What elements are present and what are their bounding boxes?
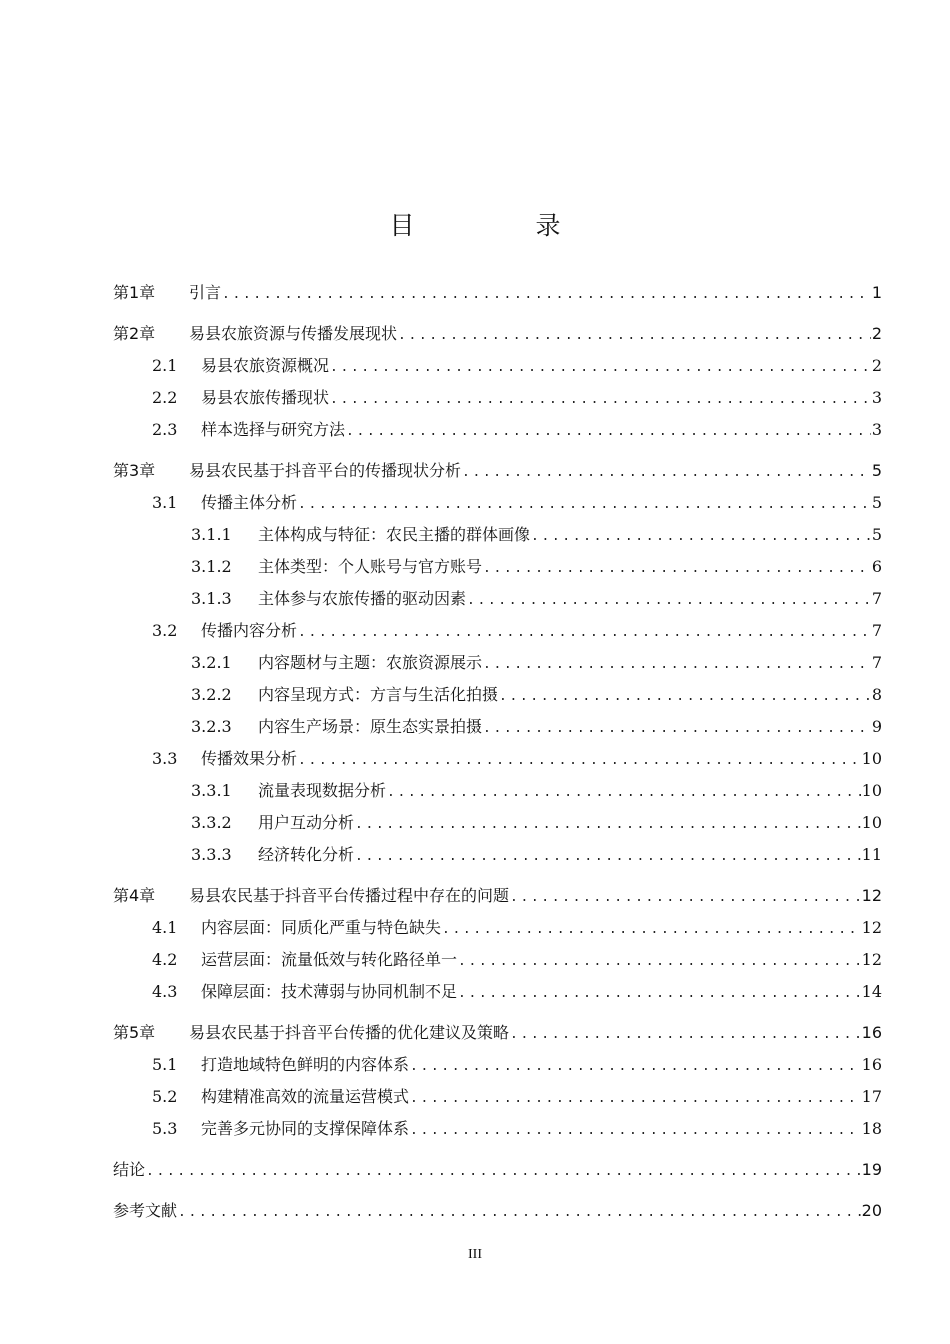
toc-dot-leader (467, 589, 871, 613)
toc-entry[interactable] (191, 683, 882, 707)
toc-entry-title: 传播内容分析 (201, 621, 298, 640)
toc-entry-number: 4.3 (152, 982, 178, 1001)
toc-dot-leader (298, 493, 871, 517)
toc-entry[interactable] (191, 715, 882, 739)
page-number: III (468, 1247, 482, 1262)
toc-entry-page: 19 (861, 1160, 882, 1179)
toc-entry-title: 易县农民基于抖音平台传播的优化建议及策略 (189, 1023, 510, 1042)
toc-entry-page: 5 (871, 493, 882, 512)
toc-entry-title: 主体参与农旅传播的驱动因素 (258, 589, 467, 608)
toc-entry[interactable] (152, 1085, 882, 1109)
toc-dot-leader (410, 1087, 861, 1111)
toc-entry-number: 3.2.1 (191, 653, 232, 672)
toc-dot-leader (462, 461, 871, 485)
toc-dot-leader (298, 621, 871, 645)
toc-entry-number: 5.1 (152, 1055, 178, 1074)
toc-entry-title: 主体类型：个人账号与官方账号 (258, 557, 483, 576)
toc-entry[interactable] (113, 1158, 882, 1182)
toc-entry-number: 3.3.3 (191, 845, 232, 864)
toc-entry-page: 7 (871, 653, 882, 672)
toc-entry[interactable] (152, 916, 882, 940)
toc-entry-page: 3 (871, 388, 882, 407)
toc-entry-page: 12 (861, 950, 882, 969)
toc-dot-leader (442, 918, 861, 942)
toc-entry-title: 引言 (189, 283, 222, 302)
toc-entry-title: 内容层面：同质化严重与特色缺失 (201, 918, 442, 937)
toc-entry-title: 传播效果分析 (201, 749, 298, 768)
toc-entry-number: 3.2.2 (191, 685, 232, 704)
toc-entry-number: 3.2 (152, 621, 178, 640)
toc-dot-leader (346, 420, 871, 444)
toc-dot-leader (387, 781, 861, 805)
toc-entry-title: 易县农民基于抖音平台传播过程中存在的问题 (189, 886, 510, 905)
toc-entry-page: 12 (861, 886, 882, 905)
toc-dot-leader (510, 886, 861, 910)
toc-entry-number: 3.1.3 (191, 589, 232, 608)
toc-entry-page: 5 (871, 525, 882, 544)
toc-dot-leader (146, 1160, 861, 1184)
toc-entry-title: 内容题材与主题：农旅资源展示 (258, 653, 483, 672)
page-title: 目 录 (389, 211, 609, 240)
toc-entry-title: 用户互动分析 (258, 813, 355, 832)
toc-entry[interactable] (191, 843, 882, 867)
toc-entry-page: 18 (861, 1119, 882, 1138)
toc-entry[interactable] (152, 948, 882, 972)
toc-entry-number: 3.3 (152, 749, 178, 768)
toc-entry[interactable] (191, 811, 882, 835)
toc-entry-page: 10 (861, 781, 882, 800)
toc-dot-leader (330, 356, 871, 380)
toc-entry[interactable] (152, 619, 882, 643)
toc-entry-page: 16 (861, 1055, 882, 1074)
toc-dot-leader (355, 813, 861, 837)
toc-entry[interactable] (152, 980, 882, 1004)
toc-entry-title: 结论 (113, 1160, 146, 1179)
toc-entry-number: 2.2 (152, 388, 178, 407)
toc-entry[interactable] (113, 1199, 882, 1223)
toc-entry-page: 7 (871, 621, 882, 640)
toc-entry-title: 经济转化分析 (258, 845, 355, 864)
toc-entry-number: 第2章 (113, 324, 156, 343)
toc-entry[interactable] (152, 418, 882, 442)
toc-entry[interactable] (113, 322, 882, 346)
toc-entry[interactable] (152, 491, 882, 515)
toc-entry-page: 10 (861, 813, 882, 832)
toc-entry-page: 6 (871, 557, 882, 576)
toc-entry-title: 打造地域特色鲜明的内容体系 (201, 1055, 410, 1074)
toc-entry-title: 易县农旅传播现状 (201, 388, 330, 407)
toc-entry-title: 参考文献 (113, 1201, 178, 1220)
toc-entry-page: 7 (871, 589, 882, 608)
toc-entry-page: 14 (861, 982, 882, 1001)
toc-entry[interactable] (191, 651, 882, 675)
toc-entry-page: 2 (871, 356, 882, 375)
toc-entry-number: 2.3 (152, 420, 178, 439)
toc-entry-page: 2 (871, 324, 882, 343)
toc-dot-leader (483, 557, 871, 581)
toc-entry-title: 运营层面：流量低效与转化路径单一 (201, 950, 458, 969)
toc-dot-leader (531, 525, 871, 549)
toc-dot-leader (330, 388, 871, 412)
toc-entry-title: 主体构成与特征：农民主播的群体画像 (258, 525, 531, 544)
toc-entry[interactable] (113, 281, 882, 305)
toc-dot-leader (483, 717, 871, 741)
toc-entry-page: 9 (871, 717, 882, 736)
toc-entry-number: 第5章 (113, 1023, 156, 1042)
toc-entry-title: 内容生产场景：原生态实景拍摄 (258, 717, 483, 736)
toc-entry-number: 4.2 (152, 950, 178, 969)
toc-entry-page: 3 (871, 420, 882, 439)
toc-entry-number: 3.2.3 (191, 717, 232, 736)
toc-entry[interactable] (191, 555, 882, 579)
toc-entry-number: 4.1 (152, 918, 178, 937)
toc-dot-leader (458, 982, 861, 1006)
toc-entry-number: 3.3.2 (191, 813, 232, 832)
toc-dot-leader (298, 749, 861, 773)
toc-entry[interactable] (191, 523, 882, 547)
toc-entry-page: 16 (861, 1023, 882, 1042)
toc-entry-title: 保障层面：技术薄弱与协同机制不足 (201, 982, 458, 1001)
toc-entry[interactable] (113, 459, 882, 483)
toc-entry[interactable] (152, 386, 882, 410)
toc-entry-title: 流量表现数据分析 (258, 781, 387, 800)
toc-entry[interactable] (152, 1053, 882, 1077)
toc-dot-leader (410, 1119, 861, 1143)
toc-entry-page: 10 (861, 749, 882, 768)
toc-entry[interactable] (191, 779, 882, 803)
toc-entry[interactable] (113, 884, 882, 908)
toc-entry-number: 第3章 (113, 461, 156, 480)
toc-entry-number: 3.1.2 (191, 557, 232, 576)
toc-entry-number: 3.3.1 (191, 781, 232, 800)
toc-dot-leader (458, 950, 861, 974)
toc-entry-page: 5 (871, 461, 882, 480)
toc-dot-leader (222, 283, 871, 307)
toc-entry-title: 易县农旅资源概况 (201, 356, 330, 375)
toc-entry-page: 1 (871, 283, 882, 302)
toc-entry-number: 3.1 (152, 493, 178, 512)
toc-entry-title: 内容呈现方式：方言与生活化拍摄 (258, 685, 499, 704)
toc-dot-leader (510, 1023, 861, 1047)
toc-entry[interactable] (152, 747, 882, 771)
toc-dot-leader (355, 845, 861, 869)
toc-dot-leader (499, 685, 871, 709)
toc-entry-page: 12 (861, 918, 882, 937)
toc-entry[interactable] (113, 1021, 882, 1045)
toc-entry-title: 完善多元协同的支撑保障体系 (201, 1119, 410, 1138)
toc-entry[interactable] (191, 587, 882, 611)
toc-entry-page: 8 (871, 685, 882, 704)
toc-entry-number: 第4章 (113, 886, 156, 905)
toc-entry-number: 2.1 (152, 356, 178, 375)
toc-entry-number: 5.2 (152, 1087, 178, 1106)
toc-entry-number: 第1章 (113, 283, 156, 302)
toc-entry-number: 5.3 (152, 1119, 178, 1138)
toc-entry-number: 3.1.1 (191, 525, 232, 544)
toc-entry-page: 11 (861, 845, 882, 864)
toc-entry[interactable] (152, 1117, 882, 1141)
toc-dot-leader (178, 1201, 861, 1225)
toc-dot-leader (410, 1055, 861, 1079)
toc-entry-title: 传播主体分析 (201, 493, 298, 512)
toc-dot-leader (398, 324, 871, 348)
toc-entry-page: 17 (861, 1087, 882, 1106)
toc-entry[interactable] (152, 354, 882, 378)
toc-entry-title: 易县农民基于抖音平台的传播现状分析 (189, 461, 462, 480)
toc-entry-title: 构建精准高效的流量运营模式 (201, 1087, 410, 1106)
toc-entry-page: 20 (861, 1201, 882, 1220)
toc-entry-title: 易县农旅资源与传播发展现状 (189, 324, 398, 343)
toc-entry-title: 样本选择与研究方法 (201, 420, 346, 439)
toc-dot-leader (483, 653, 871, 677)
